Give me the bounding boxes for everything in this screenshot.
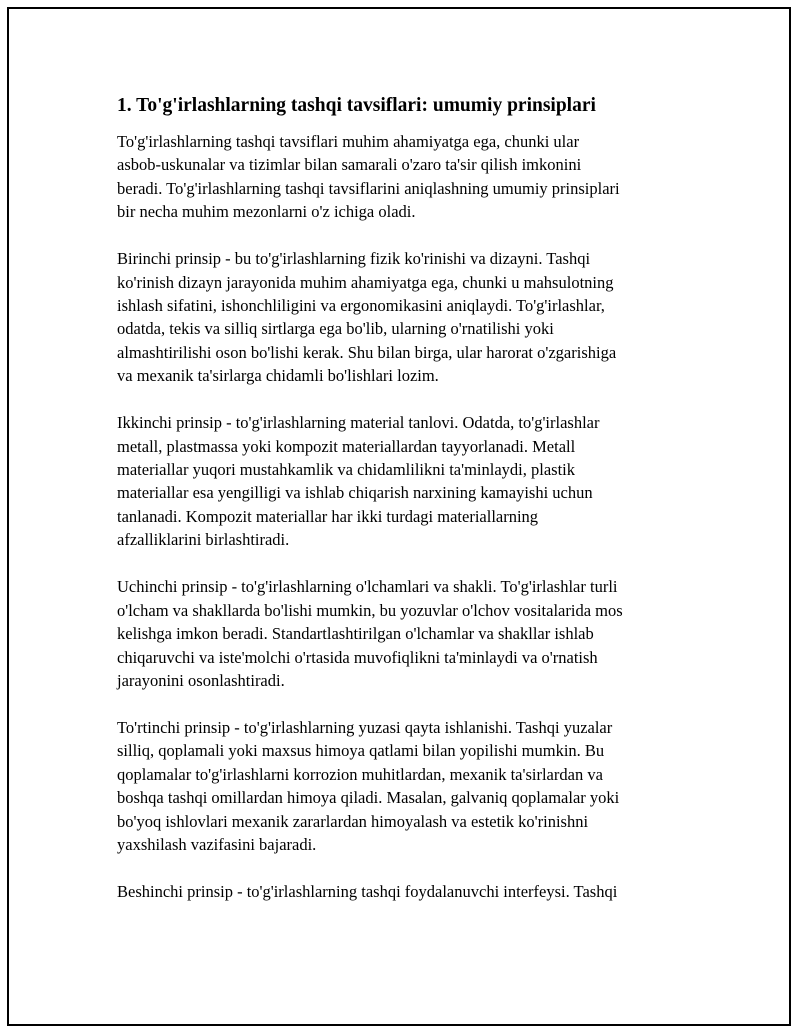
text-line: silliq, qoplamali yoki maxsus himoya qatlami bilan yopilishi mumkin. Bu — [117, 741, 605, 761]
text-line: bo'yoq ishlovlari mexanik zararlardan himoyalash va estetik ko'rinishni — [117, 811, 589, 831]
paragraph-1 — [117, 130, 687, 224]
section-heading: 1. To'g'irlashlarning tashqi tavsiflari: umumiy prinsiplari — [117, 95, 596, 116]
text-line: Ikkinchi prinsip - to'g'irlashlarning material tanlovi. Odatda, to'g'irlashlar — [117, 413, 600, 433]
text-line: ko'rinish dizayn jarayonida muhim ahamiyatga ega, chunki u mahsulotning — [117, 272, 614, 292]
text-line: odatda, tekis va silliq sirtlarga ega bo'lib, ularning o'rnatilishi yoki — [117, 319, 554, 339]
text-line: Beshinchi prinsip - to'g'irlashlarning tashqi foydalanuvchi interfeysi. Tashqi — [117, 881, 618, 901]
paragraph-5 — [117, 716, 687, 856]
paragraph-3 — [117, 411, 687, 551]
text-line: kelishga imkon beradi. Standartlashtirilgan o'lchamlar va shakllar ishlab — [117, 624, 594, 644]
text-line: yaxshilash vazifasini bajaradi. — [117, 834, 317, 854]
text-line: bir necha muhim mezonlarni o'z ichiga oladi. — [117, 202, 416, 222]
text-line: o'lcham va shakllarda bo'lishi mumkin, bu yozuvlar o'lchov vositalarida mos — [117, 600, 623, 620]
text-line: To'g'irlashlarning tashqi tavsiflari muhim ahamiyatga ega, chunki ular — [117, 132, 580, 151]
text-line: Uchinchi prinsip - to'g'irlashlarning o'lchamlari va shakli. To'g'irlashlar turli — [117, 577, 618, 597]
paragraph-6 — [117, 880, 687, 903]
text-line: chiqaruvchi va iste'molchi o'rtasida muvofiqlikni ta'minlaydi va o'rnatish — [117, 647, 598, 667]
text-line: materiallar yuqori mustahkamlik va chidamlilikni ta'minlaydi, plastik — [117, 460, 575, 480]
text-line: materiallar esa yengilligi va ishlab chiqarish narxining kamayishi uchun — [117, 483, 593, 503]
document-body — [117, 92, 687, 927]
text-line: boshqa tashqi omillardan himoya qiladi. Masalan, galvaniq qoplamalar yoki — [117, 788, 620, 808]
text-line: beradi. To'g'irlashlarning tashqi tavsiflarini aniqlashning umumiy prinsiplari — [117, 178, 620, 198]
text-line: To'rtinchi prinsip - to'g'irlashlarning yuzasi qayta ishlanishi. Tashqi yuzalar — [117, 717, 613, 737]
text-line: qoplamalar to'g'irlashlarni korrozion muhitlardan, mexanik ta'sirlardan va — [117, 764, 603, 784]
paragraph-2 — [117, 247, 687, 387]
text-line: metall, plastmassa yoki kompozit materiallardan tayyorlanadi. Metall — [117, 436, 576, 456]
text-line: almashtirilishi oson bo'lishi kerak. Shu bilan birga, ular harorat o'zgarishiga — [117, 342, 617, 362]
text-line: afzalliklarini birlashtiradi. — [117, 530, 290, 550]
text-line: va mexanik ta'sirlarga chidamli bo'lishlari lozim. — [117, 366, 439, 386]
paragraph-4 — [117, 575, 687, 692]
text-line: ishlash sifatini, ishonchliligini va ergonomikasini aniqlaydi. To'g'irlashlar, — [117, 296, 605, 316]
text-line: tanlanadi. Kompozit materiallar har ikki turdagi materiallarning — [117, 506, 539, 526]
text-line: Birinchi prinsip - bu to'g'irlashlarning fizik ko'rinishi va dizayni. Tashqi — [117, 249, 591, 269]
text-line: asbob-uskunalar va tizimlar bilan samarali o'zaro ta'sir qilish imkonini — [117, 155, 582, 175]
text-line: jarayonini osonlashtiradi. — [117, 670, 285, 690]
